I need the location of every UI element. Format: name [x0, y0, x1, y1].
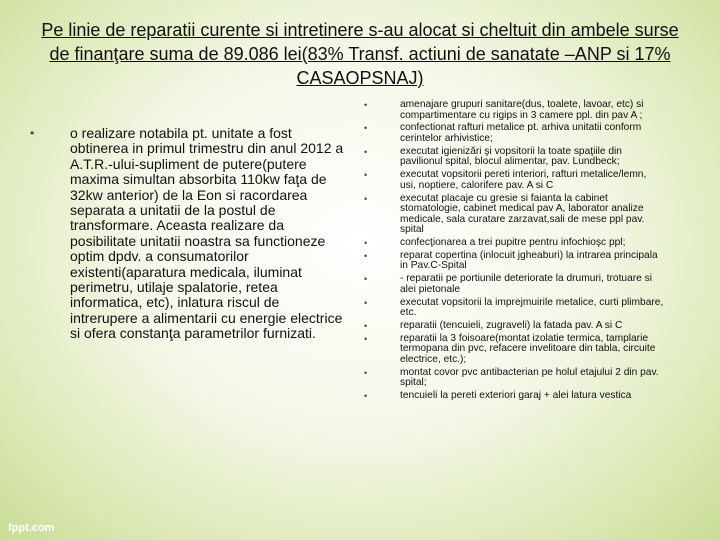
list-item-text: executat vopsitorii la imprejmuirile metalice, curti plimbare, etc.	[400, 296, 664, 319]
list-bullet: •	[364, 146, 368, 157]
list-bullet: •	[364, 193, 368, 204]
left-bullet: •	[30, 126, 35, 140]
list-bullet: •	[364, 170, 368, 181]
list-item	[364, 170, 664, 191]
list-bullet: •	[364, 297, 368, 308]
list-item-text: confecţionarea a trei pupitre pentru infochioşc ppl;	[400, 237, 626, 249]
list-item	[364, 368, 664, 389]
list-item	[364, 194, 664, 236]
list-item	[364, 391, 664, 402]
list-bullet: •	[364, 333, 368, 344]
list-item-text: confectionat rafturi metalice pt. arhiva unitatii conform cerintelor arhivistice;	[400, 122, 642, 144]
list-bullet: •	[364, 100, 368, 110]
list-item	[364, 238, 664, 249]
list-item	[364, 123, 664, 144]
list-item-text: executat vopsitorii pereti interiori, rafturi metalice/lemn, usi, noptiere, calorifere pav. A si C	[400, 169, 647, 191]
list-item-text: tencuieli la pereti exteriori garaj + alei latura vestica	[400, 390, 632, 402]
footer-logo-text: fppt.com	[8, 522, 55, 534]
list-item-text: executat igienizări şi vopsitorii la toate spaţiile din pavilionul spital, blocul alimentar, pav. Lundbeck;	[400, 145, 622, 168]
list-item-text: executat placaje cu gresie si faianta la cabinet stomatologie, cabinet medical pav A, laborator analize medicale, sala curatare zarzavat,sali de mese ppl pav. spital	[400, 192, 645, 236]
list-item	[364, 334, 664, 366]
list-item	[364, 298, 664, 319]
list-item-text: montat covor pvc antibacterian pe holul etajului 2 din pav. spital;	[400, 366, 659, 389]
right-column	[364, 100, 664, 404]
list-item-text: - reparatii pe portiunile deteriorate la drumuri, trotuare si alei pietonale	[400, 273, 652, 295]
list-item	[364, 147, 664, 168]
list-item	[364, 100, 664, 121]
slide-title: Pe linie de reparatii curente si intretinere s-au alocat si cheltuit din ambele surse de finanţare suma de 89.086 lei(83% Transf. actiuni de sanatate –ANP si 17% CASAOPSNAJ)	[41, 20, 679, 88]
list-item	[364, 321, 664, 332]
left-paragraph: o realizare notabila pt. unitate a fost obtinerea in primul trimestru din anul 2012 a A.T.R.-ului-supliment de putere(putere maxima simultan absorbita 110kw faţa de 32kw anterior) de la Eon si racordarea separata a unitatii de la postul de transformare. Aceasta realizare da posibilitate unitatii noastra sa functioneze optim dpdv. a consumatorilor existenti(aparatura medicala, iluminat perimetru, utilaje spalatorie, retea informatica, etc), inlatura riscul de intrerupere a alimentarii cu energie electrice si ofera constanţa parametrilor furnizati.	[70, 125, 344, 342]
list-item	[364, 274, 664, 295]
list-bullet: •	[364, 123, 368, 134]
list-bullet: •	[364, 391, 368, 402]
left-column	[28, 126, 348, 342]
list-item-text: reparat copertina (inlocuit jgheaburi) la intrarea principala in Pav.C-Spital	[400, 249, 658, 272]
list-item-text: reparatii la 3 foisoare(montat izolatie termica, tamplarie termopana din pvc, refacere invelitoare din tabla, circuite electrice, etc.);	[400, 332, 656, 365]
list-item-text: amenajare grupuri sanitare(dus, toalete, lavoar, etc) si compartimentare cu rigips in 3 camere ppl. din pav A ;	[400, 99, 644, 121]
list-bullet: •	[364, 320, 368, 331]
list-bullet: •	[364, 238, 368, 249]
list-bullet: •	[364, 250, 368, 261]
list-item	[364, 251, 664, 272]
list-item-text: reparatii (tencuieli, zugraveli) la fatada pav. A si C	[400, 319, 623, 331]
list-bullet: •	[364, 274, 368, 285]
list-bullet: •	[364, 367, 368, 378]
